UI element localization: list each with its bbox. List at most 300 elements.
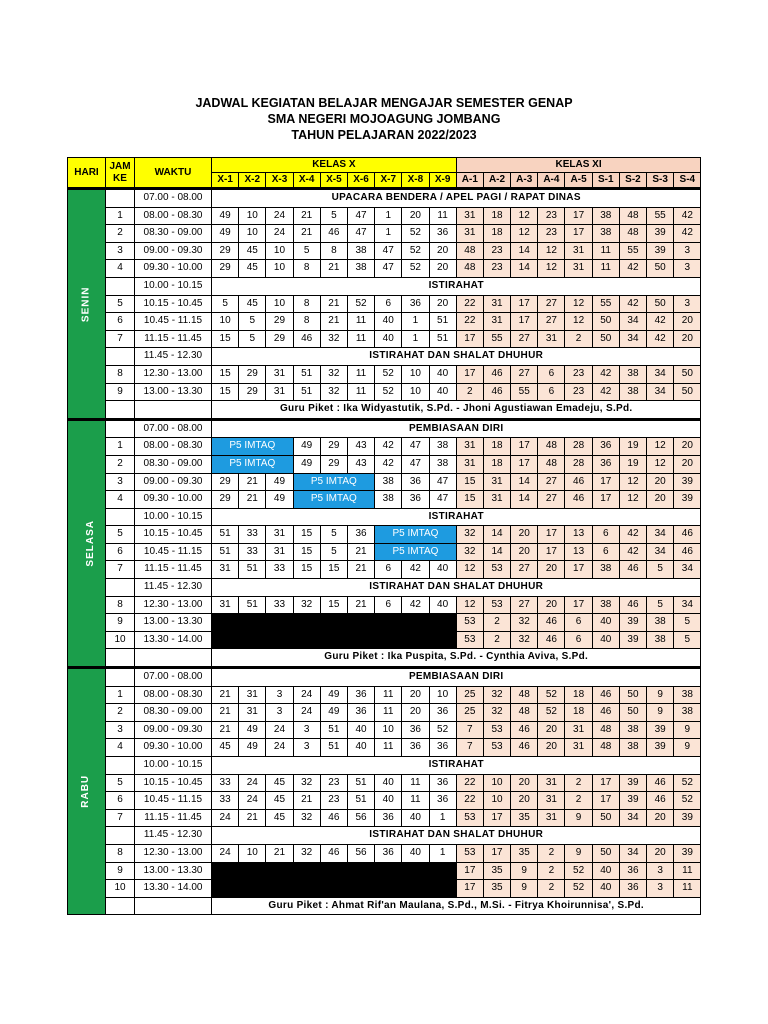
waktu-cell [135, 401, 212, 420]
class-xi-cell: 20 [647, 491, 674, 509]
class-xi-cell: 34 [647, 543, 674, 561]
class-xi-cell: 13 [565, 526, 592, 544]
jam-ke-cell: 3 [106, 473, 135, 491]
class-x-cell: 40 [347, 739, 374, 757]
class-xi-cell: 20 [511, 774, 538, 792]
class-xi-cell: 42 [619, 295, 646, 313]
jam-ke-cell [106, 508, 135, 526]
waktu-cell: 11.45 - 12.30 [135, 579, 212, 597]
class-x-cell: 1 [402, 330, 429, 348]
class-xi-cell: 50 [619, 704, 646, 722]
class-x-cell: 1 [429, 809, 456, 827]
class-xi-cell: 12 [647, 438, 674, 456]
class-x-cell: 40 [429, 561, 456, 579]
class-xi-cell: 7 [456, 739, 483, 757]
event-cell: Guru Piket : Ika Puspita, S.Pd. - Cynthia Aviva, S.Pd. [212, 649, 701, 668]
class-x-cell: 47 [429, 491, 456, 509]
class-xi-cell: 46 [565, 473, 592, 491]
schedule-row [68, 242, 701, 260]
class-x-cell: 10 [239, 207, 266, 225]
class-x-cell: 40 [429, 383, 456, 401]
schedule-row [68, 330, 701, 348]
class-x-cell: 29 [320, 455, 347, 473]
class-header-a-1: A-1 [456, 173, 483, 189]
class-x-cell: 32 [293, 596, 320, 614]
class-xi-cell: 14 [483, 543, 510, 561]
class-xi-cell: 17 [511, 455, 538, 473]
class-x-cell: 24 [266, 721, 293, 739]
class-x-cell: 33 [239, 543, 266, 561]
class-xi-cell: 35 [511, 844, 538, 862]
class-x-cell: 15 [320, 596, 347, 614]
class-xi-cell: 53 [456, 614, 483, 632]
class-xi-cell: 20 [674, 455, 701, 473]
class-x-cell: 11 [402, 792, 429, 810]
class-x-cell: 36 [402, 491, 429, 509]
class-x-cell: 24 [212, 809, 239, 827]
class-xi-cell: 2 [538, 880, 565, 898]
schedule-row [68, 721, 701, 739]
jam-ke-cell: 4 [106, 260, 135, 278]
class-xi-cell: 18 [483, 438, 510, 456]
waktu-cell: 09.00 - 09.30 [135, 473, 212, 491]
class-xi-cell: 20 [538, 561, 565, 579]
class-xi-cell: 39 [647, 739, 674, 757]
class-x-cell: 40 [375, 313, 402, 331]
class-x-cell: 36 [375, 809, 402, 827]
class-x-cell: 24 [293, 686, 320, 704]
class-xi-cell: 7 [456, 721, 483, 739]
class-xi-cell: 13 [565, 543, 592, 561]
class-xi-cell: 12 [538, 242, 565, 260]
jam-ke-cell: 2 [106, 455, 135, 473]
class-xi-cell: 38 [619, 739, 646, 757]
event-cell: UPACARA BENDERA / APEL PAGI / RAPAT DINAS [212, 189, 701, 208]
class-x-cell: 11 [375, 739, 402, 757]
class-xi-cell: 32 [483, 704, 510, 722]
class-x-cell: 21 [239, 473, 266, 491]
class-x-cell: 10 [266, 295, 293, 313]
class-x-cell: 21 [347, 543, 374, 561]
class-xi-cell: 17 [511, 438, 538, 456]
empty-block [212, 614, 457, 632]
class-x-cell: 8 [293, 260, 320, 278]
class-xi-cell: 39 [619, 614, 646, 632]
p5-imtaq-block: P5 IMTAQ [293, 473, 375, 491]
waktu-cell: 13.00 - 13.30 [135, 614, 212, 632]
class-x-cell: 33 [239, 526, 266, 544]
p5-imtaq-block: P5 IMTAQ [212, 455, 294, 473]
class-x-cell: 47 [429, 473, 456, 491]
class-x-cell: 49 [212, 207, 239, 225]
event-cell: ISTIRAHAT [212, 757, 701, 775]
jam-ke-cell: 3 [106, 242, 135, 260]
waktu-cell: 10.45 - 11.15 [135, 543, 212, 561]
class-xi-cell: 25 [456, 686, 483, 704]
class-xi-cell: 46 [511, 739, 538, 757]
class-x-cell: 49 [212, 225, 239, 243]
class-x-cell: 40 [375, 774, 402, 792]
class-x-cell: 1 [429, 844, 456, 862]
class-x-cell: 10 [402, 383, 429, 401]
class-xi-cell: 31 [565, 242, 592, 260]
class-x-cell: 29 [212, 260, 239, 278]
document-title-line-2: SMA NEGERI MOJOAGUNG JOMBANG [267, 112, 501, 126]
class-x-cell: 32 [320, 383, 347, 401]
waktu-cell: 08.30 - 09.00 [135, 225, 212, 243]
class-xi-cell: 31 [483, 313, 510, 331]
class-xi-cell: 18 [483, 455, 510, 473]
class-xi-cell: 20 [647, 844, 674, 862]
class-xi-cell: 17 [511, 295, 538, 313]
jam-ke-cell: 7 [106, 561, 135, 579]
class-x-cell: 40 [347, 721, 374, 739]
class-x-cell: 32 [320, 330, 347, 348]
class-xi-cell: 15 [456, 491, 483, 509]
class-xi-cell: 2 [483, 614, 510, 632]
class-x-cell: 45 [266, 774, 293, 792]
class-x-cell: 45 [239, 242, 266, 260]
jam-ke-cell: 2 [106, 225, 135, 243]
class-x-cell: 11 [347, 365, 374, 383]
class-xi-cell: 22 [456, 792, 483, 810]
class-x-cell: 31 [266, 526, 293, 544]
class-x-cell: 56 [347, 809, 374, 827]
waktu-cell: 09.00 - 09.30 [135, 721, 212, 739]
class-xi-cell: 28 [565, 438, 592, 456]
waktu-cell: 08.00 - 08.30 [135, 686, 212, 704]
jam-ke-cell: 5 [106, 526, 135, 544]
class-x-cell: 5 [320, 526, 347, 544]
class-x-cell: 52 [402, 242, 429, 260]
class-xi-cell: 25 [456, 704, 483, 722]
class-header-x-3: X-3 [266, 173, 293, 189]
class-xi-cell: 50 [647, 295, 674, 313]
class-x-cell: 10 [239, 844, 266, 862]
class-xi-cell: 20 [511, 543, 538, 561]
class-x-cell: 29 [212, 491, 239, 509]
class-xi-cell: 36 [619, 880, 646, 898]
event-cell: ISTIRAHAT DAN SHALAT DHUHUR [212, 579, 701, 597]
class-xi-cell: 9 [565, 809, 592, 827]
class-header-x-2: X-2 [239, 173, 266, 189]
event-cell: Guru Piket : Ahmat Rif'an Maulana, S.Pd., M.Si. - Fitrya Khoirunnisa', S.Pd. [212, 897, 701, 915]
class-xi-cell: 17 [565, 561, 592, 579]
class-xi-cell: 17 [483, 844, 510, 862]
schedule-row [68, 277, 701, 295]
class-x-cell: 29 [212, 473, 239, 491]
schedule-row [68, 455, 701, 473]
class-xi-cell: 6 [538, 383, 565, 401]
class-xi-cell: 38 [674, 686, 701, 704]
waktu-cell: 11.45 - 12.30 [135, 827, 212, 845]
class-x-cell: 24 [239, 774, 266, 792]
day-name: RABU [80, 775, 92, 809]
class-xi-cell: 34 [674, 561, 701, 579]
class-xi-cell: 35 [511, 809, 538, 827]
jam-ke-cell: 1 [106, 438, 135, 456]
class-xi-cell: 5 [674, 631, 701, 649]
class-header-x-8: X-8 [402, 173, 429, 189]
class-xi-cell: 23 [483, 260, 510, 278]
class-x-cell: 21 [320, 295, 347, 313]
class-x-cell: 11 [429, 207, 456, 225]
class-xi-cell: 38 [619, 383, 646, 401]
class-x-cell: 20 [402, 207, 429, 225]
class-xi-cell: 11 [674, 862, 701, 880]
class-xi-cell: 32 [483, 686, 510, 704]
class-xi-cell: 39 [647, 721, 674, 739]
class-xi-cell: 48 [511, 686, 538, 704]
class-x-cell: 24 [239, 792, 266, 810]
empty-block [212, 631, 457, 649]
jam-ke-cell: 9 [106, 862, 135, 880]
waktu-cell: 08.30 - 09.00 [135, 704, 212, 722]
class-x-cell: 15 [212, 383, 239, 401]
waktu-cell: 10.45 - 11.15 [135, 313, 212, 331]
class-xi-cell: 2 [565, 330, 592, 348]
class-x-cell: 10 [239, 225, 266, 243]
day-label-senin [68, 189, 106, 420]
class-xi-cell: 34 [619, 809, 646, 827]
class-x-cell: 51 [320, 721, 347, 739]
class-x-cell: 24 [266, 225, 293, 243]
class-xi-cell: 42 [674, 225, 701, 243]
class-x-cell: 21 [293, 207, 320, 225]
class-xi-cell: 31 [483, 491, 510, 509]
class-xi-cell: 17 [592, 774, 619, 792]
jam-ke-cell: 10 [106, 880, 135, 898]
class-header-s-1: S-1 [592, 173, 619, 189]
waktu-cell [135, 897, 212, 915]
class-x-cell: 21 [239, 491, 266, 509]
class-x-cell: 52 [375, 365, 402, 383]
class-xi-cell: 32 [456, 543, 483, 561]
class-xi-cell: 42 [592, 365, 619, 383]
class-x-cell: 52 [347, 295, 374, 313]
class-header-x-7: X-7 [375, 173, 402, 189]
class-xi-cell: 27 [538, 473, 565, 491]
class-xi-cell: 20 [511, 792, 538, 810]
class-header-x-4: X-4 [293, 173, 320, 189]
schedule-row [68, 189, 701, 208]
waktu-cell: 11.15 - 11.45 [135, 330, 212, 348]
class-xi-cell: 20 [538, 596, 565, 614]
class-xi-cell: 53 [456, 809, 483, 827]
class-x-cell: 29 [212, 242, 239, 260]
class-xi-cell: 17 [565, 225, 592, 243]
jam-ke-cell [106, 668, 135, 687]
class-x-cell: 36 [429, 774, 456, 792]
class-xi-cell: 53 [456, 631, 483, 649]
schedule-row [68, 295, 701, 313]
schedule-row [68, 757, 701, 775]
waktu-cell: 13.00 - 13.30 [135, 383, 212, 401]
class-xi-cell: 36 [619, 862, 646, 880]
class-xi-cell: 18 [483, 207, 510, 225]
waktu-cell: 10.15 - 10.45 [135, 526, 212, 544]
class-xi-cell: 46 [647, 792, 674, 810]
jam-ke-cell: 8 [106, 596, 135, 614]
waktu-cell [135, 649, 212, 668]
waktu-cell: 10.45 - 11.15 [135, 792, 212, 810]
schedule-row [68, 365, 701, 383]
class-x-cell: 23 [320, 792, 347, 810]
class-x-cell: 36 [429, 739, 456, 757]
class-xi-cell: 9 [511, 862, 538, 880]
class-x-cell: 10 [212, 313, 239, 331]
class-x-cell: 15 [293, 561, 320, 579]
class-xi-cell: 14 [511, 473, 538, 491]
class-xi-cell: 23 [483, 242, 510, 260]
class-x-cell: 8 [320, 242, 347, 260]
class-x-cell: 21 [320, 313, 347, 331]
class-x-cell: 32 [293, 809, 320, 827]
schedule-row [68, 419, 701, 438]
class-x-cell: 11 [347, 313, 374, 331]
class-x-cell: 36 [402, 721, 429, 739]
class-x-cell: 20 [429, 260, 456, 278]
class-x-cell: 47 [375, 260, 402, 278]
day-label-rabu [68, 668, 106, 915]
class-xi-cell: 2 [538, 862, 565, 880]
jam-ke-cell: 2 [106, 704, 135, 722]
class-x-cell: 51 [239, 596, 266, 614]
class-xi-cell: 50 [674, 365, 701, 383]
schedule-row [68, 827, 701, 845]
class-xi-cell: 5 [647, 596, 674, 614]
class-xi-cell: 42 [619, 526, 646, 544]
class-xi-cell: 40 [592, 862, 619, 880]
waktu-cell: 07.00 - 08.00 [135, 419, 212, 438]
event-cell: ISTIRAHAT [212, 508, 701, 526]
class-xi-cell: 23 [565, 365, 592, 383]
schedule-row [68, 739, 701, 757]
schedule-row [68, 614, 701, 632]
class-x-cell: 45 [239, 260, 266, 278]
class-header-a-4: A-4 [538, 173, 565, 189]
class-xi-cell: 12 [456, 561, 483, 579]
header-hari: HARI [68, 158, 106, 189]
class-xi-cell: 39 [674, 473, 701, 491]
class-xi-cell: 55 [647, 207, 674, 225]
waktu-cell: 08.30 - 09.00 [135, 455, 212, 473]
class-x-cell: 32 [293, 844, 320, 862]
class-x-cell: 40 [402, 809, 429, 827]
class-xi-cell: 17 [456, 862, 483, 880]
class-xi-cell: 17 [483, 809, 510, 827]
class-xi-cell: 17 [456, 365, 483, 383]
class-x-cell: 3 [266, 686, 293, 704]
class-xi-cell: 6 [592, 526, 619, 544]
class-xi-cell: 11 [592, 260, 619, 278]
class-xi-cell: 46 [483, 383, 510, 401]
class-x-cell: 10 [375, 721, 402, 739]
class-xi-cell: 17 [565, 207, 592, 225]
class-x-cell: 43 [347, 455, 374, 473]
class-xi-cell: 20 [538, 739, 565, 757]
class-xi-cell: 32 [511, 614, 538, 632]
day-name: SELASA [84, 520, 96, 567]
class-x-cell: 47 [375, 242, 402, 260]
class-xi-cell: 6 [565, 614, 592, 632]
class-x-cell: 21 [212, 704, 239, 722]
class-xi-cell: 48 [592, 739, 619, 757]
class-x-cell: 38 [429, 438, 456, 456]
class-xi-cell: 42 [647, 330, 674, 348]
class-x-cell: 51 [320, 739, 347, 757]
waktu-cell: 10.00 - 10.15 [135, 757, 212, 775]
header-row-1 [68, 158, 701, 173]
class-xi-cell: 46 [674, 526, 701, 544]
class-xi-cell: 31 [538, 792, 565, 810]
class-xi-cell: 48 [511, 704, 538, 722]
class-x-cell: 51 [429, 313, 456, 331]
class-x-cell: 47 [347, 225, 374, 243]
class-x-cell: 36 [429, 225, 456, 243]
class-x-cell: 33 [212, 774, 239, 792]
schedule-row [68, 862, 701, 880]
schedule-row [68, 596, 701, 614]
class-xi-cell: 39 [619, 774, 646, 792]
class-xi-cell: 52 [538, 686, 565, 704]
class-xi-cell: 52 [538, 704, 565, 722]
class-xi-cell: 46 [619, 596, 646, 614]
schedule-row [68, 491, 701, 509]
class-x-cell: 21 [239, 809, 266, 827]
jam-ke-cell [106, 189, 135, 208]
class-xi-cell: 50 [592, 809, 619, 827]
jam-ke-cell [106, 348, 135, 366]
jam-ke-cell: 1 [106, 207, 135, 225]
day-name: SENIN [80, 286, 92, 322]
class-xi-cell: 36 [592, 438, 619, 456]
class-x-cell: 36 [402, 295, 429, 313]
class-xi-cell: 5 [647, 561, 674, 579]
class-xi-cell: 31 [483, 473, 510, 491]
class-xi-cell: 42 [619, 543, 646, 561]
class-xi-cell: 12 [565, 313, 592, 331]
header-waktu: WAKTU [135, 158, 212, 189]
class-xi-cell: 48 [456, 260, 483, 278]
class-xi-cell: 19 [619, 438, 646, 456]
schedule-row [68, 473, 701, 491]
class-x-cell: 51 [347, 792, 374, 810]
class-xi-cell: 48 [538, 438, 565, 456]
jam-ke-cell [106, 827, 135, 845]
class-xi-cell: 27 [538, 491, 565, 509]
class-xi-cell: 20 [674, 313, 701, 331]
class-x-cell: 45 [212, 739, 239, 757]
class-x-cell: 24 [266, 739, 293, 757]
class-xi-cell: 27 [511, 561, 538, 579]
class-x-cell: 11 [347, 330, 374, 348]
class-x-cell: 6 [375, 295, 402, 313]
jam-ke-cell [106, 757, 135, 775]
class-xi-cell: 42 [674, 207, 701, 225]
class-xi-cell: 53 [483, 596, 510, 614]
class-xi-cell: 22 [456, 295, 483, 313]
jam-ke-cell: 8 [106, 365, 135, 383]
class-xi-cell: 40 [592, 880, 619, 898]
class-xi-cell: 46 [538, 631, 565, 649]
class-x-cell: 20 [429, 242, 456, 260]
schedule-row [68, 348, 701, 366]
jam-ke-cell: 1 [106, 686, 135, 704]
class-xi-cell: 18 [483, 225, 510, 243]
class-xi-cell: 42 [647, 313, 674, 331]
class-xi-cell: 14 [511, 491, 538, 509]
